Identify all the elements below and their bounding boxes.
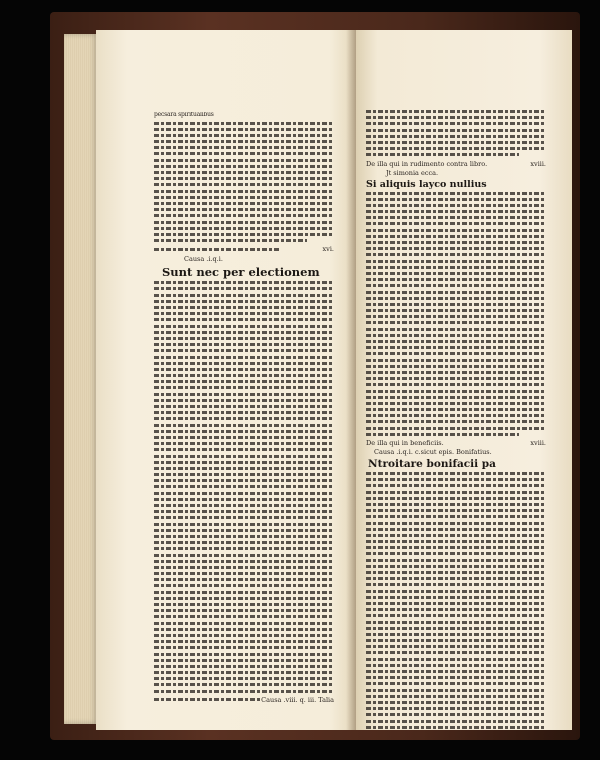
text-line <box>366 346 546 349</box>
text-line <box>366 141 546 144</box>
text-line <box>154 442 334 445</box>
text-line <box>366 147 546 150</box>
text-line <box>154 343 334 346</box>
text-line <box>154 300 334 303</box>
text-line <box>154 516 334 519</box>
text-line <box>154 356 334 359</box>
text-line <box>366 720 546 723</box>
text-line <box>366 210 546 213</box>
text-line <box>366 247 546 250</box>
text-line <box>154 399 334 402</box>
text-line <box>366 303 546 306</box>
text-line <box>366 110 546 113</box>
right-rubric-1b: Jt simonia ecca. <box>386 168 439 177</box>
text-line <box>366 726 546 729</box>
right-rubric-2b: Causa .i.q.i. c.sicut epis. Bonifatius. <box>374 448 492 456</box>
text-line <box>366 645 546 648</box>
text-line <box>366 713 546 716</box>
text-line <box>366 540 546 543</box>
text-line <box>154 208 334 211</box>
text-line <box>154 584 334 587</box>
text-line <box>154 653 334 656</box>
text-line <box>154 393 334 396</box>
text-line <box>154 159 334 162</box>
left-bottom-ref: Causa .viii. q. iii. Talia <box>261 695 334 704</box>
text-line <box>154 424 334 427</box>
text-line <box>366 204 546 207</box>
text-line <box>154 591 334 594</box>
text-line <box>366 383 546 386</box>
text-line <box>154 140 334 143</box>
text-line <box>154 535 334 538</box>
text-line <box>154 572 334 575</box>
text-line <box>154 386 334 389</box>
text-line <box>366 377 546 380</box>
text-line <box>154 504 334 507</box>
text-line <box>154 523 334 526</box>
text-line <box>154 603 334 606</box>
text-line <box>366 515 546 518</box>
text-line <box>366 571 546 574</box>
text-line <box>366 596 546 599</box>
text-line <box>154 615 334 618</box>
text-line <box>366 503 546 506</box>
text-line <box>154 467 334 470</box>
text-line <box>366 309 546 312</box>
text-line <box>154 646 334 649</box>
right-heading-1: Si aliquis layco nullius <box>366 178 487 190</box>
text-line <box>366 701 546 704</box>
right-ref-1: xviii. <box>530 159 546 168</box>
text-line <box>366 390 546 393</box>
text-line <box>154 325 334 328</box>
text-line <box>154 190 334 193</box>
text-line <box>366 235 546 238</box>
text-line <box>154 554 334 557</box>
text-line <box>366 427 546 430</box>
text-line <box>366 497 546 500</box>
text-line <box>154 221 334 224</box>
text-line <box>366 491 546 494</box>
text-line <box>366 682 546 685</box>
text-line <box>154 455 334 458</box>
text-line <box>366 408 546 411</box>
text-line <box>154 640 334 643</box>
text-line <box>154 597 334 600</box>
right-ref-2: xviii. <box>530 439 546 447</box>
text-line <box>154 294 334 297</box>
text-line <box>366 676 546 679</box>
text-line <box>366 695 546 698</box>
text-line <box>366 420 546 423</box>
text-line <box>366 321 546 324</box>
text-line <box>154 281 334 284</box>
text-line <box>154 183 334 186</box>
text-line <box>366 639 546 642</box>
text-line <box>366 216 546 219</box>
text-line <box>366 509 546 512</box>
text-line <box>366 359 546 362</box>
text-line <box>366 334 546 337</box>
text-line <box>154 134 334 137</box>
text-line <box>366 602 546 605</box>
left-lemma: Causa .i.q.i. <box>184 255 223 264</box>
text-line <box>154 510 334 513</box>
text-line <box>366 153 519 156</box>
text-line <box>154 287 334 290</box>
text-line <box>154 659 334 662</box>
text-line <box>154 374 334 377</box>
text-line <box>366 534 546 537</box>
text-line <box>154 337 334 340</box>
text-line <box>154 177 334 180</box>
text-line <box>366 621 546 624</box>
text-line <box>154 380 334 383</box>
text-line <box>154 128 334 131</box>
left-text-column <box>154 112 334 704</box>
right-heading-2: Ntroitare bonifacii pa <box>368 458 496 470</box>
text-line <box>154 665 334 668</box>
text-line <box>154 248 280 251</box>
text-line <box>366 484 546 487</box>
text-line <box>154 498 334 501</box>
text-line <box>366 340 546 343</box>
text-line <box>366 135 546 138</box>
text-line <box>366 278 546 281</box>
text-line <box>154 628 334 631</box>
text-line <box>154 312 334 315</box>
text-line <box>366 664 546 667</box>
right-rubric-1: De illa qui in rudimento contra libro. <box>366 159 488 168</box>
text-line <box>366 260 546 263</box>
text-line <box>154 202 334 205</box>
text-line <box>154 122 334 125</box>
text-line <box>154 227 334 230</box>
text-line <box>154 566 334 569</box>
text-line <box>366 192 546 195</box>
text-line <box>154 233 334 236</box>
text-line <box>154 239 307 242</box>
open-book <box>50 12 580 740</box>
left-gloss-first-line: pecsara spiritualibus <box>154 112 214 118</box>
text-line <box>154 485 334 488</box>
text-line <box>154 448 334 451</box>
text-line <box>366 328 546 331</box>
text-line <box>366 222 546 225</box>
text-line <box>366 627 546 630</box>
text-line <box>154 436 334 439</box>
text-line <box>366 651 546 654</box>
left-ref-number: xvi. <box>322 245 334 254</box>
text-line <box>366 608 546 611</box>
text-line <box>154 405 334 408</box>
text-line <box>366 670 546 673</box>
page-stack-edge <box>64 34 98 724</box>
text-line <box>366 272 546 275</box>
text-line <box>154 671 334 674</box>
left-section-heading: Sunt nec per electionem <box>162 265 320 280</box>
text-line <box>154 560 334 563</box>
text-line <box>366 577 546 580</box>
text-line <box>366 414 546 417</box>
text-line <box>154 152 334 155</box>
text-line <box>366 229 546 232</box>
right-text-column <box>366 110 546 730</box>
text-line <box>366 552 546 555</box>
text-line <box>154 214 334 217</box>
text-line <box>366 614 546 617</box>
text-line <box>154 417 334 420</box>
text-line <box>154 349 334 352</box>
text-line <box>366 352 546 355</box>
text-line <box>154 146 334 149</box>
text-line <box>154 578 334 581</box>
text-line <box>366 297 546 300</box>
text-line <box>154 318 334 321</box>
text-line <box>154 306 334 309</box>
text-line <box>366 284 546 287</box>
text-line <box>154 362 334 365</box>
left-page <box>96 30 356 730</box>
text-line <box>154 411 334 414</box>
text-line <box>154 609 334 612</box>
text-line <box>366 122 546 125</box>
text-line <box>366 522 546 525</box>
text-line <box>154 529 334 532</box>
text-line <box>366 396 546 399</box>
text-line <box>154 479 334 482</box>
text-line <box>154 331 334 334</box>
text-line <box>366 707 546 710</box>
right-rubric-2: De illa qui in beneficiis. <box>366 439 444 447</box>
text-line <box>366 291 546 294</box>
text-line <box>366 565 546 568</box>
text-line <box>154 165 334 168</box>
text-line <box>154 171 334 174</box>
text-line <box>154 196 334 199</box>
text-line <box>366 253 546 256</box>
text-line <box>366 546 546 549</box>
text-line <box>154 634 334 637</box>
text-line <box>366 371 546 374</box>
text-line <box>366 433 519 436</box>
text-line <box>366 590 546 593</box>
text-line <box>154 690 334 693</box>
text-line <box>366 266 546 269</box>
text-line <box>154 683 334 686</box>
right-page <box>356 30 572 730</box>
text-line <box>154 368 334 371</box>
text-line <box>154 473 334 476</box>
text-line <box>366 315 546 318</box>
text-line <box>154 677 334 680</box>
text-line <box>366 633 546 636</box>
text-line <box>154 698 261 701</box>
text-line <box>366 658 546 661</box>
text-line <box>366 365 546 368</box>
text-line <box>366 528 546 531</box>
text-line <box>366 116 546 119</box>
text-line <box>366 472 546 475</box>
text-line <box>154 492 334 495</box>
text-line <box>366 689 546 692</box>
text-line <box>366 241 546 244</box>
text-line <box>366 478 546 481</box>
text-line <box>366 402 546 405</box>
text-line <box>154 461 334 464</box>
text-line <box>366 559 546 562</box>
text-line <box>366 583 546 586</box>
text-line <box>154 547 334 550</box>
text-line <box>366 198 546 201</box>
text-line <box>154 622 334 625</box>
text-line <box>154 430 334 433</box>
text-line <box>366 129 546 132</box>
text-line <box>154 541 334 544</box>
